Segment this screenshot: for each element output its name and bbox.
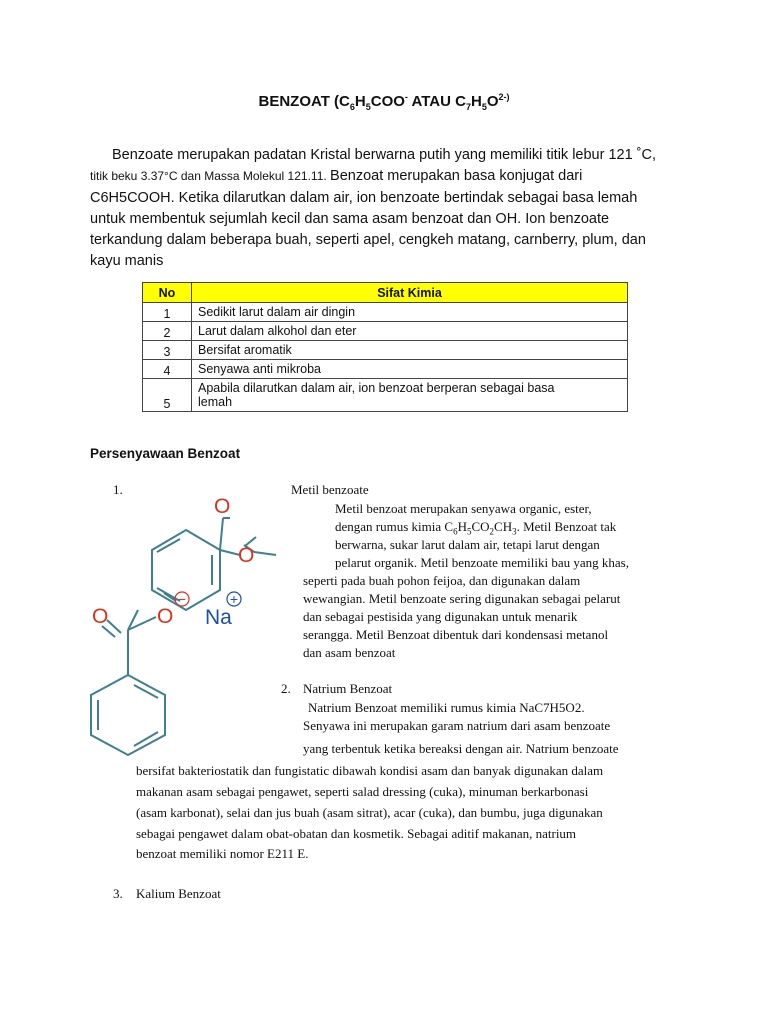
item-2-line: bersifat bakteriostatik dan fungistatic dibawah kondisi asam dan banyak digunakan dalam: [136, 763, 604, 778]
table-row: 4 Senyawa anti mikroba: [143, 360, 628, 379]
item-1-line: berwarna, sukar larut dalam air, tetapi larut dengan: [335, 537, 600, 552]
table-row: 1 Sedikit larut dalam air dingin: [143, 303, 628, 322]
oxygen-top-label: O: [214, 495, 231, 518]
item-1-line: wewangian. Metil benzoate sering digunakan sebagai pelarut: [303, 591, 621, 606]
item-2-line: (asam karbonat), selai dan jus buah (asam sitrat), acar (cuka), dan bumbu, juga digunakan: [136, 805, 603, 820]
table-header-row: [143, 283, 628, 303]
item-2-line: Natrium Benzoat memiliki rumus kimia NaC7H5O2.: [308, 700, 585, 715]
plus-sign: +: [229, 591, 239, 607]
item-2-line: yang terbentuk ketika bereaksi dengan air. Natrium benzoate: [303, 741, 619, 756]
intro-paragraph: Benzoate merupakan padatan Kristal berwarna putih yang memiliki titik lebur 121 ˚C, titik beku 3.37°C dan Massa Molekul 121.11. Benzoat merupakan basa konjugat dari C6H5COOH. Ketika dilarutkan dalam air, ion benzoate bertindak sebagai basa lemah untuk membentuk sejumlah kecil dan sama asam benzoat dan OH. Ion benzoate terkandung dalam beberapa buah, seperti apel, cengkeh matang, carnberry, plum, dan kayu manis: [90, 147, 657, 270]
list-number-3: 3.: [113, 886, 123, 901]
item-2-line: sebagai pengawet dalam obat-obatan dan kosmetik. Sebagai aditif makanan, natrium: [136, 826, 577, 841]
item-1-line: Metil benzoat merupakan senyawa organic, ester,: [335, 501, 592, 516]
list-number-2: 2.: [281, 681, 291, 696]
item-2-line: makanan asam sebagai pengawet, seperti salad dressing (cuka), minuman berkarbonasi: [136, 784, 589, 799]
oxygen-left-label: O: [92, 605, 109, 628]
item-2-title: Natrium Benzoat: [303, 681, 393, 696]
item-1-line: dengan rumus kimia $C_6H_5CO_2CH_3$. Metil Benzoat tak: [335, 519, 617, 537]
table-row: 5 Apabila dilarutkan dalam air, ion benzoat berperan sebagai basa lemah: [143, 379, 628, 412]
oxygen-anion-label: O: [157, 605, 174, 628]
item-1-line: dan asam benzoat: [303, 645, 396, 660]
item-1-line: seperti pada buah pohon feijoa, dan digunakan dalam: [303, 573, 581, 588]
ester-co-bond: [220, 550, 240, 555]
item-2-line: benzoat memiliki nomor E211 E.: [136, 846, 309, 861]
item-2-line: Senyawa ini merupakan garam natrium dari asam benzoate: [303, 718, 611, 733]
item-1-line: pelarut organik. Metil benzoate memiliki bau yang khas,: [335, 555, 629, 570]
item-1-line: dan sebagai pestisida yang digunakan untuk menarik: [303, 609, 578, 624]
properties-table: [142, 282, 628, 412]
oxygen-right-label: O: [238, 544, 255, 567]
table-row: 3 Bersifat aromatik: [143, 341, 628, 360]
table-row: 2 Larut dalam alkohol dan eter: [143, 322, 628, 341]
sodium-label: Na: [205, 606, 232, 629]
page-title: BENZOAT ($C_6H_5COO^-$ ATAU $C_7H_5O^{2-)}$: [258, 92, 510, 112]
minus-sign: −: [177, 591, 187, 607]
item-1-title: Metil benzoate: [291, 482, 369, 497]
item-1-line: serangga. Metil Benzoat dibentuk dari kondensasi metanol: [303, 627, 609, 642]
header-sifat-kimia: Sifat Kimia: [192, 283, 628, 303]
lower-benzene-ring: [91, 675, 165, 755]
header-no: No: [143, 283, 192, 303]
list-number-1: 1.: [113, 482, 123, 497]
section-title: Persenyawaan Benzoat: [90, 446, 241, 461]
item-3-title: Kalium Benzoat: [136, 886, 221, 901]
sodium-benzoate-structure-diagram: [80, 485, 300, 765]
